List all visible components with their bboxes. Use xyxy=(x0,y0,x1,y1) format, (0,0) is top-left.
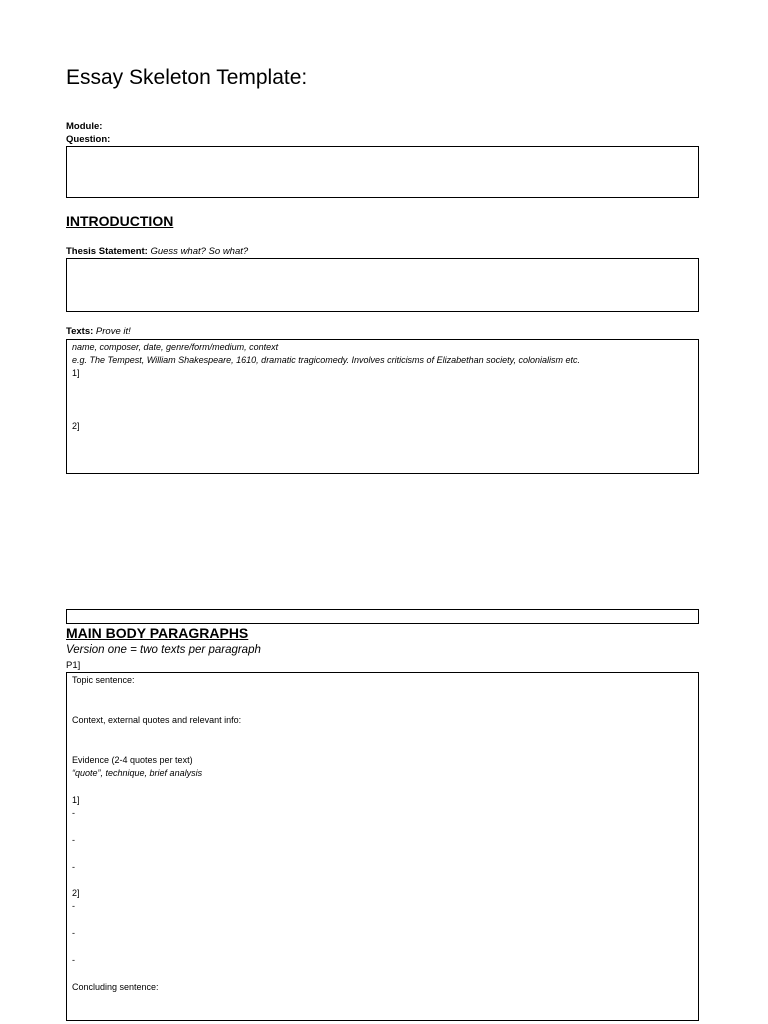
bullet-dash: - xyxy=(72,835,75,845)
evidence-label: Evidence (2-4 quotes per text) xyxy=(72,755,193,765)
texts-label-text: Texts: xyxy=(66,326,94,337)
main-body-heading: MAIN BODY PARAGRAPHS xyxy=(66,625,249,641)
question-box[interactable] xyxy=(66,146,699,198)
version-note: Version one = two texts per paragraph xyxy=(66,644,261,656)
texts-item-1: 1] xyxy=(72,368,80,378)
paragraph-box[interactable] xyxy=(66,672,699,1021)
evidence-item-1: 1] xyxy=(72,795,80,805)
evidence-item-2: 2] xyxy=(72,888,80,898)
question-label: Question: xyxy=(66,134,111,145)
page-title: Essay Skeleton Template: xyxy=(66,66,308,89)
introduction-heading: INTRODUCTION xyxy=(66,213,174,229)
texts-hint: Prove it! xyxy=(95,326,131,337)
module-label: Module: xyxy=(66,121,103,132)
bullet-dash: - xyxy=(72,901,75,911)
texts-item-2: 2] xyxy=(72,421,80,431)
bullet-dash: - xyxy=(72,808,75,818)
thesis-statement-label xyxy=(66,245,248,258)
paragraph-label: P1] xyxy=(66,660,81,671)
spacer-box xyxy=(66,609,699,624)
bullet-dash: - xyxy=(72,928,75,938)
texts-box[interactable] xyxy=(66,339,699,474)
evidence-hint: “quote”, technique, brief analysis xyxy=(72,768,203,778)
thesis-hint: Guess what? So what? xyxy=(150,246,249,257)
thesis-box[interactable] xyxy=(66,258,699,312)
texts-format-line: name, composer, date, genre/form/medium, context xyxy=(72,342,279,352)
topic-sentence-label: Topic sentence: xyxy=(72,675,135,685)
thesis-label-text: Thesis Statement: xyxy=(66,246,148,257)
bullet-dash: - xyxy=(72,862,75,872)
context-label: Context, external quotes and relevant info: xyxy=(72,715,242,725)
texts-label xyxy=(66,325,131,338)
texts-example-line: e.g. The Tempest, William Shakespeare, 1610, dramatic tragicomedy. Involves criticisms of Elizabethan society, colonialism etc. xyxy=(72,355,580,365)
concluding-sentence-label: Concluding sentence: xyxy=(72,982,159,992)
bullet-dash: - xyxy=(72,955,75,965)
